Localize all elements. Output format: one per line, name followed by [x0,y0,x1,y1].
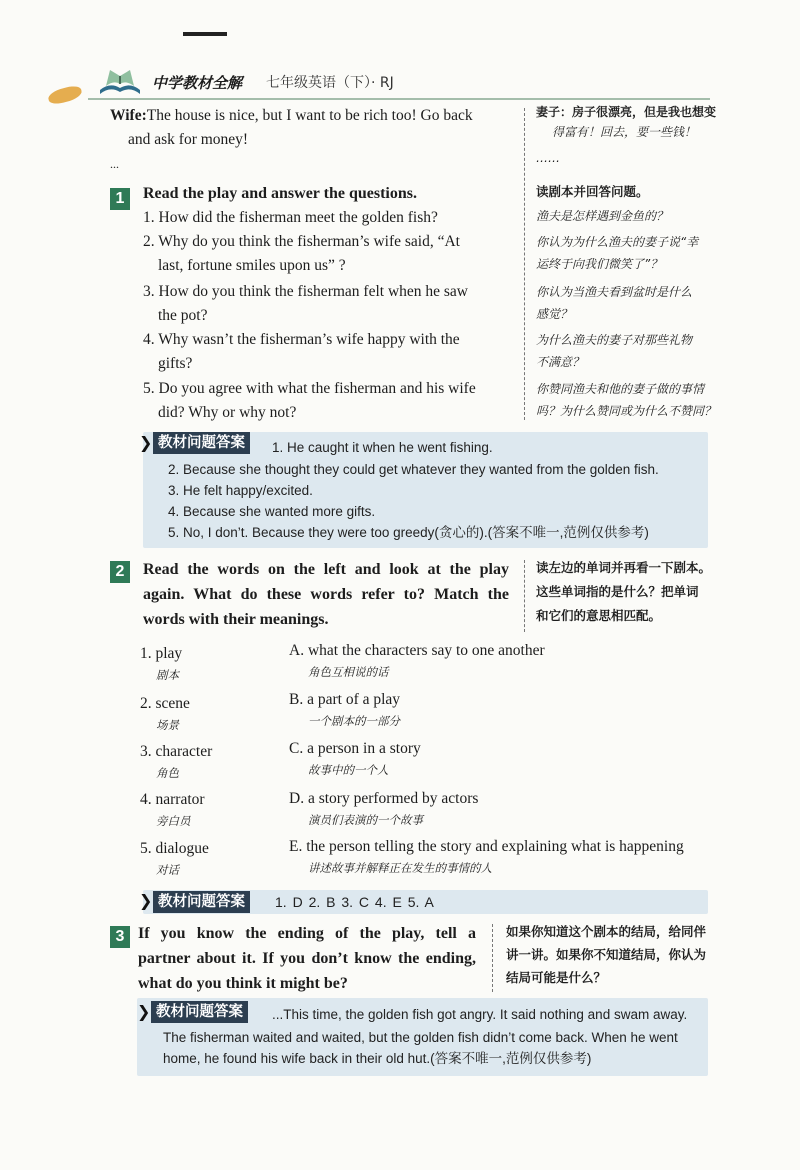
word-item-4-zh: 旁白员 [156,814,191,828]
ellipsis: ... [110,157,119,171]
series-title: 中学教材全解 [152,74,243,92]
question-number-2: 2 [110,561,130,583]
column-divider-2 [524,560,525,632]
q1-answer-4: 4. Because she wanted more gifts. [168,504,376,519]
q1-answer-5: 5. No, I don’t. Because they were too greedy(贪心的).(答案不唯一,范例仅供参考) [168,525,649,540]
q1-answer-2: 2. Because she thought they could get whatever they wanted from the golden fish. [168,462,659,477]
word-item-5-zh: 对话 [156,863,179,877]
q1-item-1: 1. How did the fisherman meet the golden fish? [143,209,438,226]
q1-answer-1: 1. He caught it when he went fishing. [272,440,493,455]
word-item-4: 4. narrator [140,791,205,808]
q1-item-3-zh: 你认为当渔夫看到盆时是什么 [536,285,693,299]
meaning-item-b: B. a part of a play [289,691,401,708]
question-3-title-end: what do you think it might be? [138,975,348,992]
q1-item-4-zh: 为什么渔夫的妻子对那些礼物 [536,333,693,347]
q1-item-3-cont: the pot? [158,307,208,324]
q3-answer-line-3: home, he found his wife back in their old hut.(答案不唯一,范例仅供参考) [163,1051,592,1066]
word-item-2: 2. scene [140,695,190,712]
q1-item-4-cont: gifts? [158,355,193,372]
meaning-item-a: A. what the characters say to one another [289,642,545,659]
chevron-right-icon: ❯ [137,1002,151,1021]
question-1-title-zh: 读剧本并回答问题。 [536,184,649,199]
logo-splash-icon [47,84,83,106]
speaker-name: Wife: [110,107,147,124]
word-item-5: 5. dialogue [140,840,209,857]
q3-answer-line-2: The fisherman waited and waited, but the golden fish didn’t come back. When he went [163,1030,678,1045]
answer-label-2: 教材问题答案 [153,891,250,913]
q1-item-5-zh: 你赞同渔夫和他的妻子做的事情 [536,382,705,396]
question-3-title: If you know the ending of the play, tell a [138,925,476,942]
q1-answer-3: 3. He felt happy/excited. [168,483,313,498]
question-2-title: Read the words on the left and look at the play [143,561,509,578]
meaning-item-c: C. a person in a story [289,740,421,757]
word-item-3-zh: 角色 [156,766,179,780]
question-1-title: Read the play and answer the questions. [143,185,417,202]
question-2-title-cont: again. What do these words refer to? Match the [143,586,509,603]
q1-item-2-cont: last, fortune smiles upon us” ? [158,257,346,274]
answer-label-1: 教材问题答案 [153,432,250,454]
q3-answer-line-1: ...This time, the golden fish got angry. It said nothing and swam away. [272,1007,688,1022]
word-item-1-zh: 剧本 [156,668,179,682]
question-2-title-end: words with their meanings. [143,611,329,628]
dialogue-translation: 妻子：房子很漂亮，但是我也想变 [536,105,717,119]
dialogue-text-cont: and ask for money! [128,131,249,148]
meaning-item-a-zh: 角色互相说的话 [308,665,389,679]
word-item-3: 3. character [140,743,213,760]
q2-answer: 1. D 2. B 3. C 4. E 5. A [275,894,434,910]
q1-item-5: 5. Do you agree with what the fisherman and his wife [143,380,476,397]
top-mark [183,32,227,36]
q1-item-4: 4. Why wasn’t the fisherman’s wife happy with the [143,331,460,348]
question-2-title-zh-cont: 这些单词指的是什么？把单词 [536,584,699,599]
question-number-1: 1 [110,188,130,210]
question-number-3: 3 [110,926,130,948]
question-3-title-zh-cont: 讲一讲。如果你不知道结局，你认为 [506,947,707,962]
column-divider [524,108,525,420]
column-divider-3 [492,924,493,992]
question-2-title-zh-end: 和它们的意思相匹配。 [536,608,662,623]
question-3-title-zh: 如果你知道这个剧本的结局，给同伴 [506,924,707,939]
q1-item-5-cont: did? Why or why not? [158,404,297,421]
answer-label-3: 教材问题答案 [151,1001,248,1023]
q1-item-3-zh-cont: 感觉？ [536,307,573,321]
meaning-item-d: D. a story performed by actors [289,790,479,807]
meaning-item-c-zh: 故事中的一个人 [308,763,389,777]
word-item-1: 1. play [140,645,183,662]
book-subtitle: 七年级英语（下）· RJ [266,75,394,91]
meaning-item-e-zh: 讲述故事并解释正在发生的事情的人 [308,861,492,875]
chevron-right-icon: ❯ [139,433,153,452]
dialogue-text: The house is nice, but I want to be rich too! Go back [146,107,473,124]
meaning-item-e: E. the person telling the story and explaining what is happening [289,838,684,855]
q1-item-2-zh-cont: 运终于向我们微笑了”？ [536,257,663,271]
q1-item-3: 3. How do you think the fisherman felt when he saw [143,283,469,300]
word-item-2-zh: 场景 [156,718,179,732]
q1-item-2: 2. Why do you think the fisherman’s wife said, “At [143,233,460,250]
question-2-title-zh: 读左边的单词并再看一下剧本。 [536,560,712,575]
translation-ellipsis: …… [536,151,560,165]
meaning-item-b-zh: 一个剧本的一部分 [308,714,400,728]
chevron-right-icon: ❯ [139,891,153,910]
book-logo-icon [96,64,144,96]
q1-item-1-zh: 渔夫是怎样遇到金鱼的？ [536,209,669,223]
meaning-item-d-zh: 演员们表演的一个故事 [308,813,423,827]
dialogue-line [110,104,473,128]
question-3-title-cont: partner about it. If you don’t know the ending, [138,950,476,967]
question-3-title-zh-end: 结局可能是什么？ [506,970,607,985]
q1-item-5-zh-cont: 吗？为什么赞同或为什么不赞同？ [536,404,717,418]
q1-item-4-zh-cont: 不满意？ [536,355,585,369]
q1-item-2-zh: 你认为为什么渔夫的妻子说“幸 [536,235,699,249]
dialogue-translation-cont: 得富有！回去，要一些钱！ [552,125,697,139]
